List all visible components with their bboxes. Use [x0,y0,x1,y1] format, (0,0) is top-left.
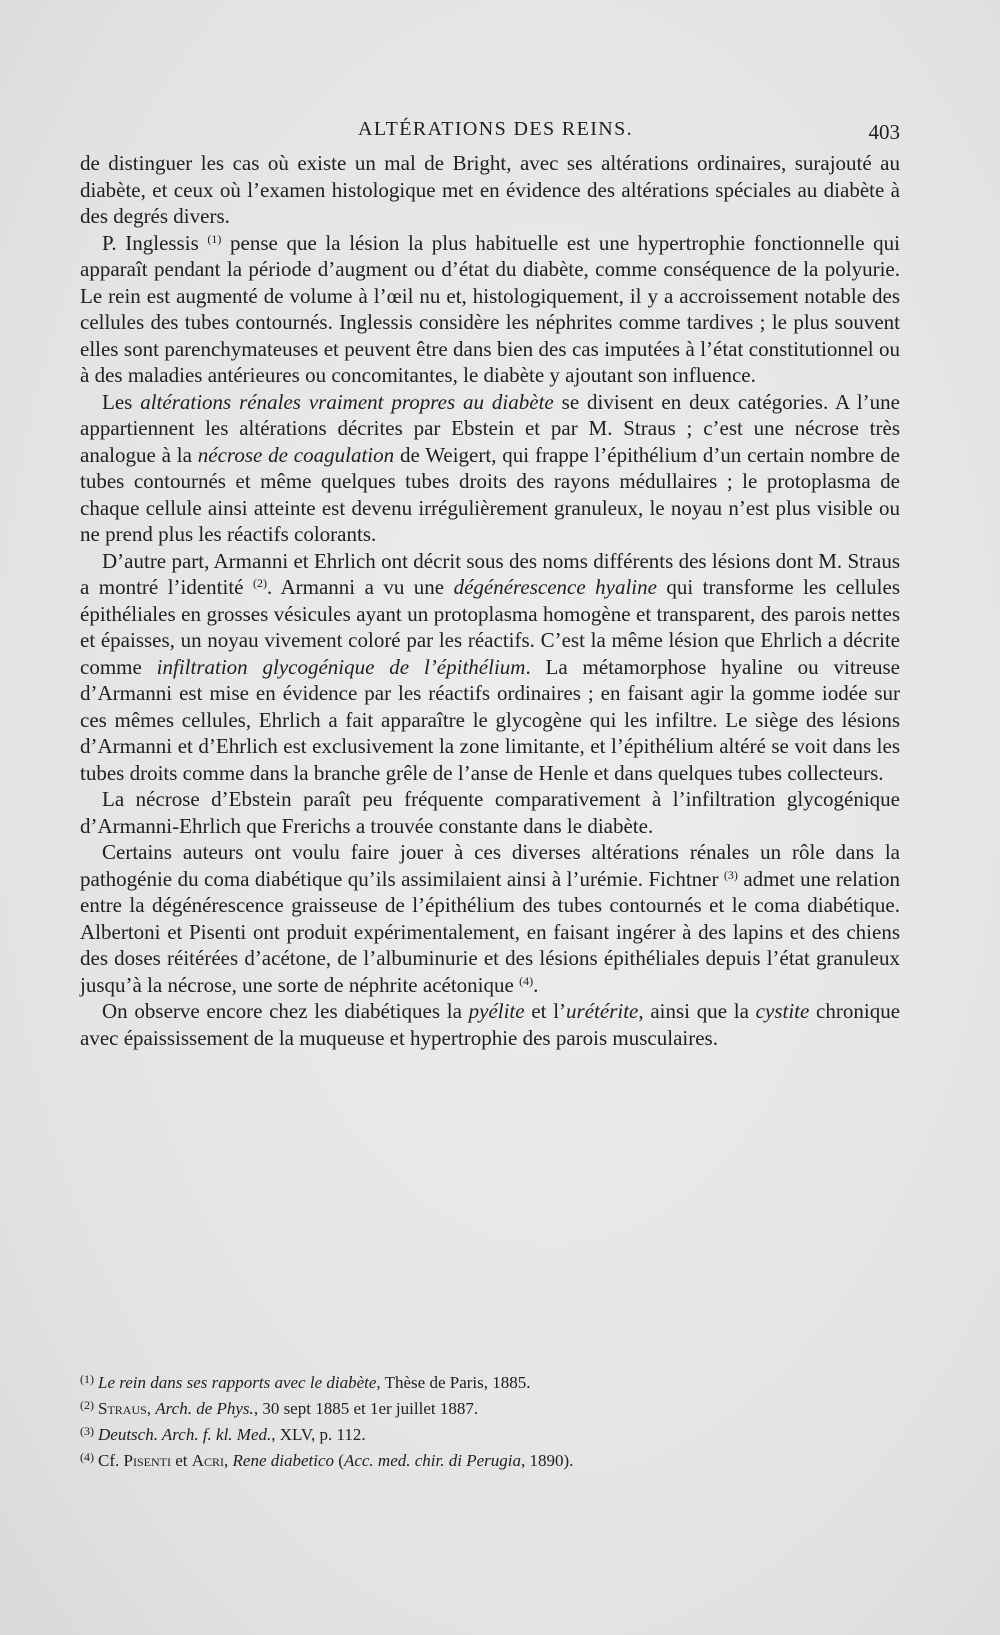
paragraph [80,150,900,230]
text-run: . Armanni a vu une [266,575,454,599]
text-run: La nécrose d’Ebstein paraît peu fréquente comparativement à l’infiltration glycogénique d’Armanni-Ehrlich que Frerichs a trouvée constante dans le diabète. [80,787,900,838]
text-run: chronique avec épaississement de la muqueuse et hypertrophie des parois musculaires. [80,999,901,1050]
text-run: , XLV, p. 112. [271,1425,366,1444]
italic-text: Rene diabetico [232,1451,335,1470]
text-run: , 1890). [520,1451,574,1470]
footnote [80,1368,900,1394]
footnote-ref: (3) [723,867,738,882]
italic-text: altérations rénales vraiment propres au diabète [140,389,554,414]
italic-text: Acc. med. chir. di Perugia [343,1451,521,1470]
text-run: Cf. [98,1451,124,1470]
text-run: Certains auteurs ont voulu faire jouer à ces diverses altérations rénales un rôle dans la pathogénie du coma diabétique qu’ils assimilaient ainsi à l’urémie. Fichtner [80,840,900,891]
text-run: de distinguer les cas où existe un mal de Bright, avec ses altérations ordinaires, surajouté au diabète, et ceux où l’examen histologique met en évidence des altérations spéciales au diabète à des degrés divers. [80,151,900,228]
italic-text: Arch. de Phys. [155,1399,254,1418]
page-header [0,118,1000,148]
italic-text: Le rein dans ses rapports avec le diabète [98,1373,377,1392]
footnote-mark: (1) [80,1372,94,1386]
text-run: On observe encore chez les diabétiques la [102,999,469,1023]
footnote-ref: (1) [207,231,222,246]
footnote [80,1394,900,1420]
page-number: 403 [868,120,900,144]
italic-text: urétérite [566,999,639,1023]
text-run: et l’ [524,999,567,1023]
text-run: . [533,972,539,997]
italic-text: infiltration glycogénique de l’épithélium [156,654,526,679]
text-run: qui transforme les cellules épithéliales en grosses vésicules ayant un protoplasma homogène et transparent, des parois nettes et épaisses, un noyau vivement coloré par les réactifs. C’est la même lésion que Ehrlich a décrite comme [80,575,900,679]
footnote-mark: (2) [80,1398,94,1412]
footnote-mark: (4) [80,1450,94,1464]
paragraph [80,998,900,1051]
italic-text: Deutsch. Arch. f. kl. Med. [98,1425,272,1444]
text-run: ( [334,1451,344,1470]
paragraph [80,548,900,787]
footnotes [80,1368,900,1472]
footnote-ref: (2) [252,576,267,590]
running-title: ALTÉRATIONS DES REINS. [358,118,634,140]
paragraph [80,786,900,839]
body-text [80,150,900,1051]
footnote-mark: (3) [80,1424,94,1438]
text-run: , 30 sept 1885 et 1er juillet 1887. [253,1399,479,1418]
small-caps-name: Pisenti [123,1451,171,1470]
italic-text: cystite [755,999,810,1023]
text-run: admet une relation entre la dégénérescence graisseuse de l’épithélium des tubes contournés et le coma diabétique. Albertoni et Pisenti ont produit expérimentalement, en faisant ingérer à des lapins et des chiens des doses réitérées d’acétone, de l’albuminurie et des lésions épithéliales depuis l’état granuleux jusqu’à la nécrose, une sorte de néphrite acétonique [80,866,900,997]
text-run: , Thèse de Paris, 1885. [376,1373,531,1392]
text-run: pense que la lésion la plus habituelle est une hypertrophie fonctionnelle qui apparaît pendant la période d’augment ou d’état du diabète, comme conséquence de la polyurie. Le rein est augmenté de volume à l’œil nu et, histologiquement, il y a accroissement notable des cellules des tubes contournés. Inglessis considère les néphrites comme tardives ; le plus souvent elles sont parenchymateuses et peuvent être dans bien des cas imputées à l’état constitutionnel ou à des maladies antérieures ou concomitantes, le diabète y ajoutant son influence. [80,230,900,387]
text-run: de Weigert, qui frappe l’épithélium d’un certain nombre de tubes contournés et même quelques tubes droits des rayons médullaires ; le protoplasma de chaque cellule ainsi atteinte est devenu irrégulièrement granuleux, le noyau n’est plus visible ou ne prend plus les réactifs colorants. [80,442,900,546]
paragraph [80,389,900,548]
text-run: et [170,1451,192,1470]
text-run: , [146,1399,156,1418]
small-caps-name: Straus [98,1399,147,1418]
text-run: D’autre part, Armanni et Ehrlich ont décrit sous des noms différents des lésions dont M. Straus a montré l’identité [80,548,900,599]
footnote [80,1420,900,1446]
italic-text: nécrose de coagulation [197,442,395,467]
italic-text: dégénérescence hyaline [453,575,657,599]
footnote [80,1446,900,1472]
text-run: Les [102,389,141,414]
text-run: se divisent en deux catégories. A l’une appartiennent les altérations décrites par Ebstein et par M. Straus ; c’est une nécrose très analogue à la [80,389,900,467]
small-caps-name: Acri [191,1451,225,1470]
text-run: , ainsi que la [638,999,756,1023]
paragraph [80,839,900,998]
footnote-ref: (4) [519,973,534,988]
paragraph [80,230,900,389]
italic-text: pyélite [468,999,525,1023]
text-run: , [224,1451,233,1470]
text-run: P. Inglessis [102,230,208,255]
text-run: . La métamorphose hyaline ou vitreuse d’Armanni est mise en évidence par les réactifs ordinaires ; en faisant agir la gomme iodée sur ces mêmes cellules, Ehrlich a fait apparaître le glycogène qui les infiltre. Le siège des lésions d’Armanni et d’Ehrlich est exclusivement la zone limitante, et l’épithélium altéré se voit dans les tubes droits comme dans la branche grêle de l’anse de Henle et dans quelques tubes collecteurs. [80,654,900,785]
